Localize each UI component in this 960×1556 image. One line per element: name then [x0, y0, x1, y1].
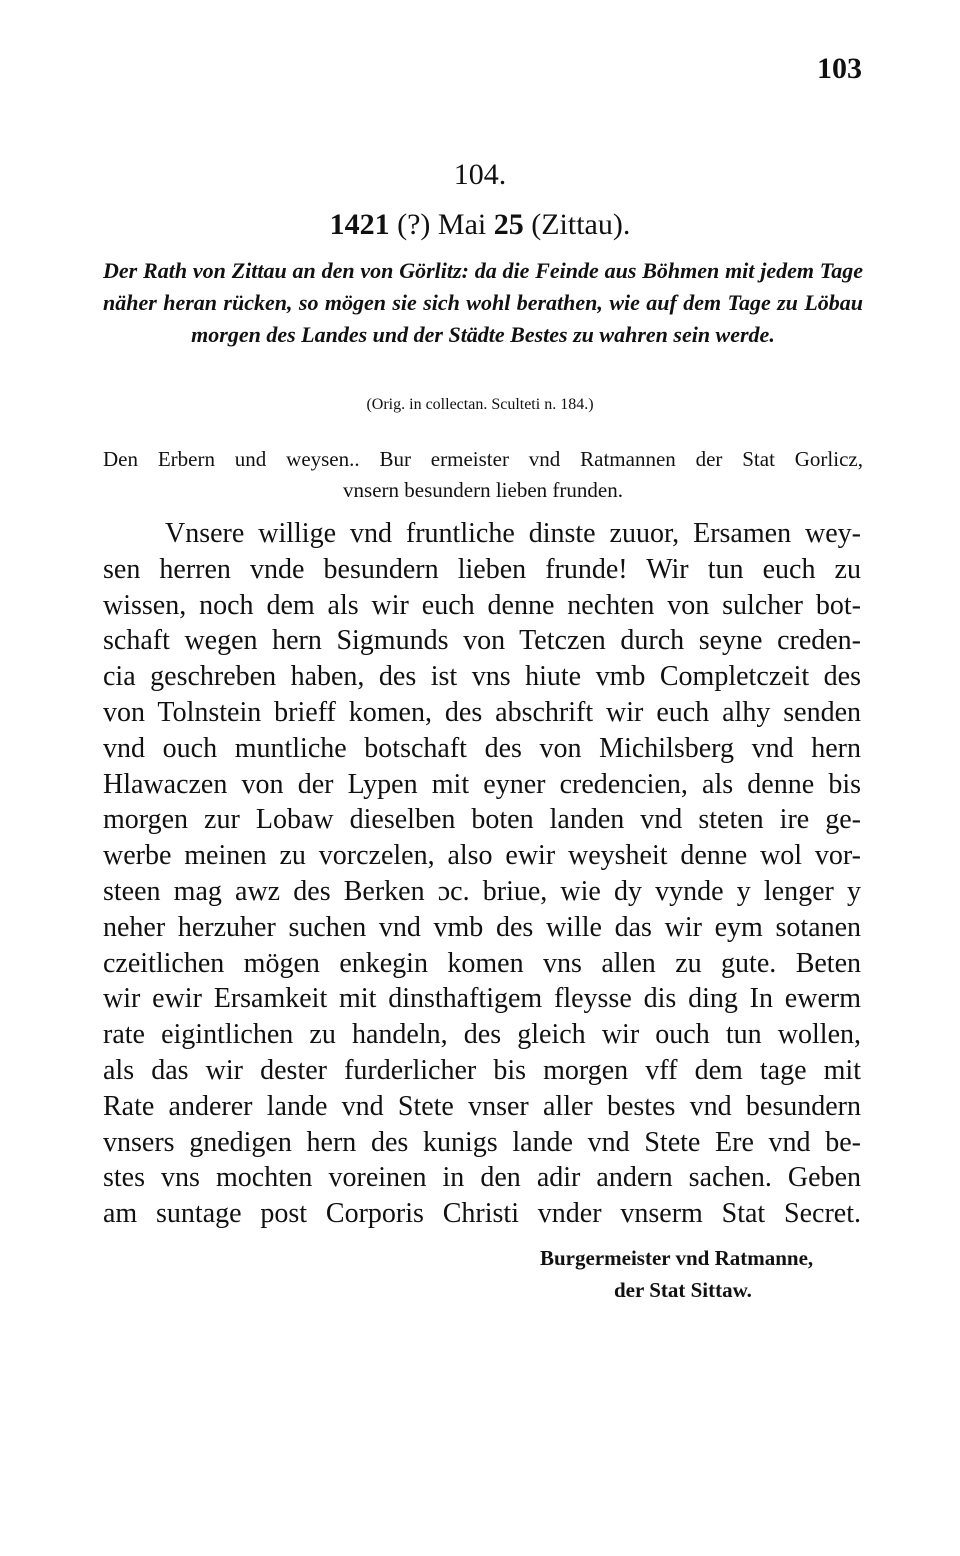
- document-number: 104.: [453, 158, 507, 191]
- letter-line: sen herren vnde besundern lieben frunde! Wir tun euch zu: [103, 553, 861, 585]
- letter-line: cia geschreben haben, des ist vns hiute vmb Completczeit des: [103, 661, 861, 693]
- letter-line: schaft wegen hern Sigmunds von Tetczen durch seyne creden-: [103, 625, 861, 657]
- source-note: (Orig. in collectan. Sculteti n. 184.): [366, 396, 594, 413]
- address-line-1: Den Erbern und weysen.. Bur ermeister vnd Ratmannen der Stat Gorlicz,: [103, 447, 863, 471]
- letter-line: stes vns mochten voreinen in den adir andern sachen. Geben: [103, 1162, 861, 1194]
- letter-line: rate eigintlichen zu handeln, des gleich wir ouch tun wollen,: [103, 1019, 861, 1051]
- letter-line: vnd ouch muntliche botschaft des von Michilsberg vnd hern: [103, 732, 861, 764]
- letter-line: neher herzuher suchen vnd vmb des wille das wir eym sotanen: [103, 911, 861, 943]
- date-year: 1421: [329, 208, 390, 241]
- letter-line: von Tolnstein brieff komen, des abschrift wir euch alhy senden: [103, 696, 861, 728]
- address-line-2: vnsern besundern lieben frunden.: [343, 478, 623, 502]
- document-date: [0, 208, 960, 242]
- letter-line: vnsers gnedigen hern des kunigs lande vnd Stete Ere vnd be-: [103, 1126, 861, 1158]
- date-month: Mai: [437, 208, 487, 241]
- letter-line: czeitlichen mögen enkegin komen vns allen zu gute. Beten: [103, 947, 861, 979]
- page-number: 103: [817, 52, 862, 85]
- letter-body: [103, 516, 861, 1232]
- letter-line: wissen, noch dem als wir euch denne nechten von sulcher bot-: [103, 589, 861, 621]
- letter-line: Rate anderer lande vnd Stete vnser aller bestes vnd besundern: [103, 1090, 861, 1122]
- letter-line: werbe meinen zu vorczelen, also ewir weysheit denne wol vor-: [103, 840, 861, 872]
- letter-line: morgen zur Lobaw dieselben boten landen vnd steten ire ge-: [103, 804, 861, 836]
- letter-line: am suntage post Corporis Christi vnder vnserm Stat Secret.: [103, 1198, 861, 1230]
- letter-line: wir ewir Ersamkeit mit dinsthaftigem fleysse dis ding In ewerm: [103, 983, 861, 1015]
- letter-line: als das wir dester furderlicher bis morgen vff dem tage mit: [103, 1054, 861, 1086]
- date-place: (Zittau).: [531, 208, 631, 241]
- signature-line-2: der Stat Sittaw.: [614, 1278, 752, 1302]
- letter-line: Vnsere willige vnd fruntliche dinste zuuor, Ersamen wey-: [165, 518, 861, 549]
- document-summary: Der Rath von Zittau an den von Görlitz: da die Feinde aus Böhmen mit jedem Tage näher heran rücken, so mögen sie sich wohl berathen, wie auf dem Tage zu Löbau morgen des Landes und der Städte Bestes zu wahren sein werde.: [103, 258, 863, 347]
- date-day: 25: [493, 208, 524, 241]
- letter-line: Hlawaczen von der Lypen mit eyner credencien, als denne bis: [103, 768, 861, 800]
- letter-line: steen mag awz des Berken ɔc. briue, wie dy vynde y lenger y: [103, 875, 861, 907]
- date-qualifier: (?): [397, 208, 431, 241]
- signature-line-1: Burgermeister vnd Ratmanne,: [540, 1246, 814, 1270]
